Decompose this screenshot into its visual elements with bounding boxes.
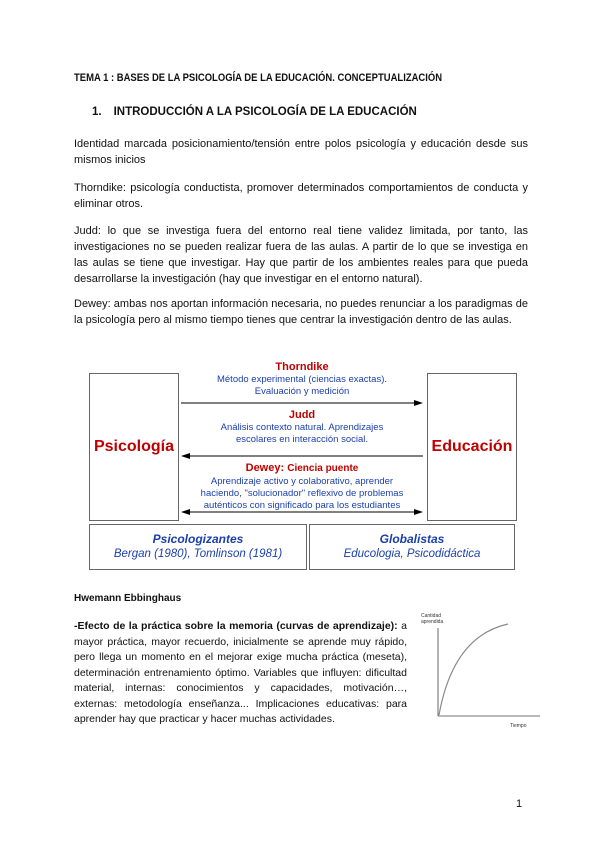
globalistas-fields: Educologia, Psicodidáctica — [343, 548, 481, 560]
judd-title: Judd — [288, 409, 316, 421]
thorndike-line2: Evaluación y medición — [254, 386, 350, 397]
curve-ylabel-line1: Cantidad — [421, 613, 442, 619]
paragraph-dewey: Dewey: ambas nos aportan información necesaria, no puedes renunciar a los paradigmas de la psicología pero al mismo tiempo tienes que centrar la investigación dentro de las aulas. — [74, 298, 528, 326]
dewey-line2: haciendo, "solucionador" reflexivo de problemas — [200, 488, 404, 499]
arrow-right-icon — [181, 399, 423, 407]
effect-text: a mayor práctica, mayor recuerdo, inicialmente se aprende muy rápido, pero llega un momento en el mejorar exige mucha práctica (meseta), determinación entrenamiento óptimo. Variables que influyen: dificultad material, internas: conocimientos y capacidades, motivación…, externas: metodología enseñanza... Implicaciones educativas: para aprender hay que practicar y hacer muchas actividades. — [74, 620, 407, 725]
dewey-block — [179, 461, 425, 512]
document-title: TEMA 1 : BASES DE LA PSICOLOGÍA DE LA EDUCACIÓN. CONCEPTUALIZACIÓN — [74, 72, 443, 84]
learning-curve-line — [439, 624, 508, 715]
section-heading — [92, 106, 417, 118]
curve-ylabel-line2: aprendida — [421, 619, 444, 625]
judd-line1: Análisis contexto natural. Aprendizajes — [220, 422, 384, 433]
dewey-subtitle: Ciencia puente — [287, 463, 359, 474]
section-number: 1. — [92, 106, 102, 118]
thorndike-line1: Método experimental (ciencias exactas). — [216, 374, 388, 385]
dewey-line1: Aprendizaje activo y colaborativo, aprender — [210, 476, 394, 487]
psicologizantes-authors: Bergan (1980), Tomlinson (1981) — [113, 548, 283, 560]
curve-xlabel: Tiempo — [510, 723, 527, 729]
psychology-education-diagram — [89, 360, 515, 570]
psicologizantes-box — [89, 524, 307, 570]
judd-line2: escolares en interacción social. — [235, 434, 368, 445]
globalistas-box — [309, 524, 515, 570]
dewey-title: Dewey: — [245, 462, 285, 474]
educacion-box: Educación — [427, 373, 517, 521]
thorndike-title: Thorndike — [275, 361, 329, 373]
paragraph-thorndike: Thorndike: psicología conductista, promover determinados comportamientos de conducta y eliminar otros. — [74, 182, 528, 210]
dewey-line3: auténticos con significado para los estudiantes — [203, 500, 401, 511]
thorndike-block — [179, 360, 425, 398]
section-title: INTRODUCCIÓN A LA PSICOLOGÍA DE LA EDUCACIÓN — [113, 106, 417, 118]
double-arrow-icon — [181, 508, 423, 516]
ebbinghaus-heading: Hwemann Ebbinghaus — [74, 593, 182, 604]
page-number: 1 — [516, 798, 523, 810]
dewey-heading — [179, 461, 425, 476]
effect-title: -Efecto de la práctica sobre la memoria (curvas de aprendizaje): — [74, 620, 398, 632]
arrow-left-icon — [181, 452, 423, 460]
paragraph-judd: Judd: lo que se investiga fuera del entorno real tiene validez limitada, por tanto, las investigaciones no se pueden realizar fuera de las aulas. A partir de lo que se investiga en las aulas se tiene que investigar. Hay que partir de los ambientes reales para que pueda desarrollarse la investigación (hay que investigar en el entorno natural). — [74, 225, 528, 285]
globalistas-title: Globalistas — [379, 532, 445, 546]
psicologizantes-title: Psicologizantes — [152, 532, 244, 546]
effect-paragraph — [74, 619, 407, 728]
learning-curve-chart — [418, 606, 544, 732]
psicologia-box: Psicología — [89, 373, 179, 521]
paragraph-intro: Identidad marcada posicionamiento/tensión entre polos psicología y educación desde sus mismos inicios — [74, 138, 528, 166]
judd-block — [179, 408, 425, 446]
